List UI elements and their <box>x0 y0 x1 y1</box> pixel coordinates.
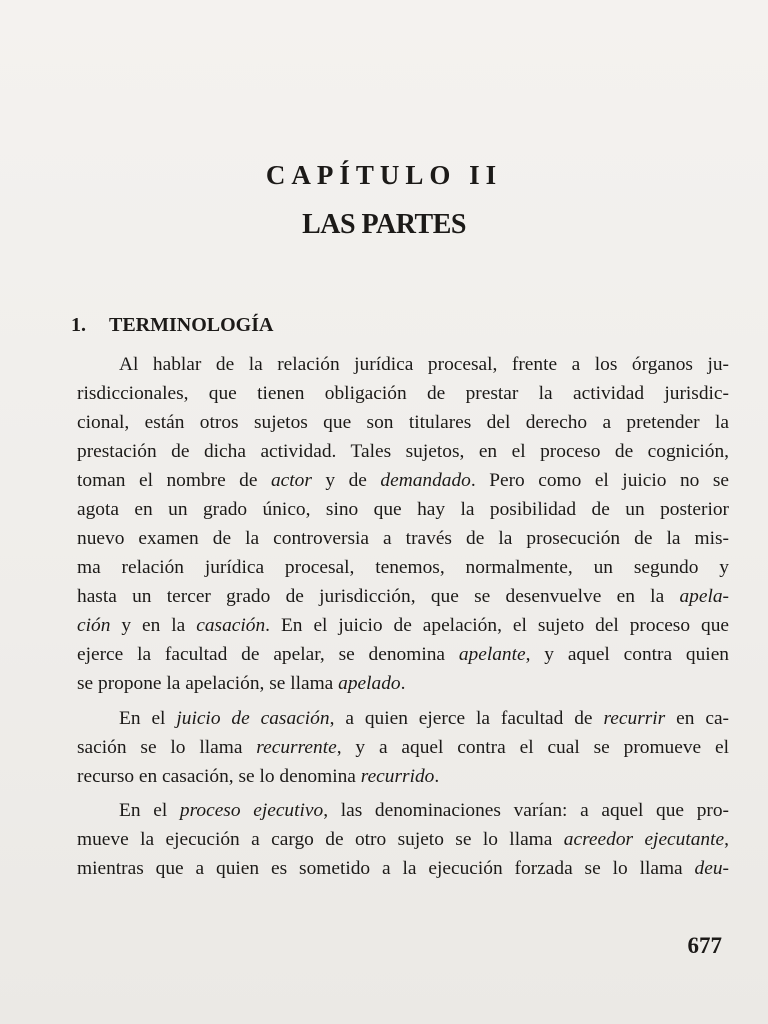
text-line <box>77 582 729 611</box>
text-line <box>77 553 729 582</box>
text-run: prestación de dicha actividad. Tales sujetos, en el proceso de cognición, <box>77 441 729 462</box>
italic-term: proceso ejecutivo <box>179 800 324 821</box>
italic-term: ción <box>77 615 111 636</box>
text-run: y de <box>311 470 381 491</box>
text-run: nuevo examen de la controversia a través de la prosecución de la mis- <box>77 528 729 549</box>
text-run: cional, están otros sujetos que son titulares del derecho a pretender la <box>77 412 729 433</box>
text-run: toman el nombre de <box>77 470 271 491</box>
text-line <box>77 466 729 495</box>
paragraph-terminologia <box>77 350 729 698</box>
text-run: , y aquel contra quien <box>525 644 729 665</box>
text-line <box>77 762 729 791</box>
text-run: recurso en casación, se lo denomina <box>77 766 361 787</box>
text-run: . <box>434 766 440 787</box>
text-run: ejerce la facultad de apelar, se denomina <box>77 644 459 665</box>
text-line <box>77 437 729 466</box>
text-run: , a quien ejerce la facultad de <box>329 708 604 729</box>
text-line <box>77 796 729 825</box>
text-run: , las denominaciones varían: a aquel que pro- <box>323 800 730 821</box>
italic-term: juicio de casación <box>176 708 330 729</box>
text-run: sación se lo llama <box>77 737 257 758</box>
italic-term: demandado <box>380 470 471 491</box>
text-run: . Pero como el juicio no se <box>470 470 729 491</box>
section-number: 1. <box>71 314 86 336</box>
chapter-title: LAS PARTES <box>302 209 466 240</box>
italic-term: recurrido <box>360 766 435 787</box>
italic-term: actor <box>270 470 312 491</box>
text-run: , y a aquel contra el cual se promueve el <box>336 737 730 758</box>
paragraph-casacion <box>77 704 729 791</box>
text-run: , <box>724 829 729 850</box>
italic-term: apelado <box>338 673 401 694</box>
text-run: risdiccionales, que tienen obligación de prestar la actividad jurisdic- <box>77 383 729 404</box>
text-run: mueve la ejecución a cargo de otro sujeto se lo llama <box>77 829 564 850</box>
italic-term: recurrente <box>256 737 337 758</box>
text-run: . En el juicio de apelación, el sujeto del proceso que <box>265 615 729 636</box>
italic-term: apela- <box>679 586 729 607</box>
italic-term: casación <box>196 615 266 636</box>
text-line <box>77 640 729 669</box>
text-line <box>77 733 729 762</box>
paragraph-proceso-ejecutivo <box>77 796 729 883</box>
text-line <box>77 854 729 883</box>
page-number: 677 <box>687 933 722 958</box>
text-run: . <box>400 673 406 694</box>
text-line <box>77 379 729 408</box>
section-title: TERMINOLOGÍA <box>109 314 274 336</box>
text-line <box>77 408 729 437</box>
text-line <box>77 669 729 698</box>
section-heading <box>71 314 273 337</box>
text-line <box>77 704 729 733</box>
text-run: se propone la apelación, se llama <box>77 673 339 694</box>
text-line <box>77 825 729 854</box>
italic-term: deu- <box>694 858 729 879</box>
text-run: En el <box>119 800 180 821</box>
text-run: ma relación jurídica procesal, tenemos, normalmente, un segundo y <box>77 557 729 578</box>
chapter-label: CAPÍTULO II <box>265 160 503 190</box>
italic-term: apelante <box>458 644 526 665</box>
text-run: y en la <box>110 615 197 636</box>
italic-term: recurrir <box>603 708 666 729</box>
text-line <box>77 524 729 553</box>
text-run: mientras que a quien es sometido a la ejecución forzada se lo llama <box>77 858 695 879</box>
italic-term: acreedor ejecutante <box>563 829 725 850</box>
text-run: hasta un tercer grado de jurisdicción, que se desenvuelve en la <box>77 586 680 607</box>
text-line <box>77 611 729 640</box>
text-run: En el <box>119 708 177 729</box>
text-run: agota en un grado único, sino que hay la posibilidad de un posterior <box>77 499 729 520</box>
text-line <box>77 495 729 524</box>
text-run: Al hablar de la relación jurídica procesal, frente a los órganos ju- <box>119 354 729 375</box>
text-line <box>77 350 729 379</box>
text-run: en ca- <box>665 708 730 729</box>
